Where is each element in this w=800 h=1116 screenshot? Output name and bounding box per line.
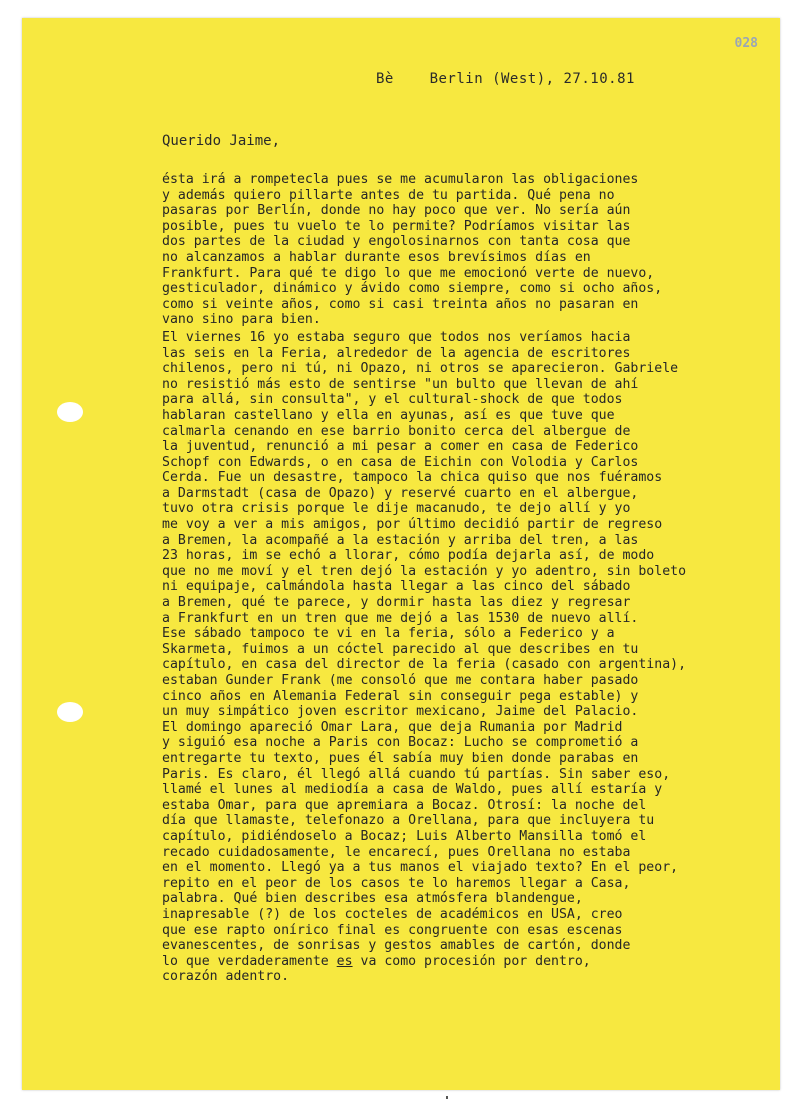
text-line: no alcanzamos a hablar durante esos brevísimos días en — [162, 249, 591, 265]
text-line: capítulo, pidiéndoselo a Bocaz; Luis Alberto Mansilla tomó el — [162, 828, 647, 844]
text-line: pasaras por Berlín, donde no hay poco que ver. No sería aún — [162, 203, 631, 219]
text-line: que no me moví y el tren dejó la estación y yo adentro, sin boleto — [162, 563, 687, 579]
punch-hole-top — [57, 402, 83, 422]
text-line: estaba Omar, para que apremiara a Bocaz. Otrosí: la noche del — [162, 797, 647, 813]
text-line: vano sino para bien. — [162, 312, 321, 328]
text-line: lo que verdaderamente es va como procesión por dentro, — [162, 953, 591, 969]
text-line: dos partes de la ciudad y engolosinarnos con tanta cosa que — [162, 234, 631, 250]
text-line: día que llamaste, telefonazo a Orellana, para que incluyera tu — [162, 813, 655, 829]
letter-page — [22, 18, 780, 1090]
text-line: me voy a ver a mis amigos, por último decidió partir de regreso — [162, 517, 663, 533]
text-line: chilenos, pero ni tú, ni Opazo, ni otros se aparecieron. Gabriele — [162, 361, 679, 377]
punch-hole-bottom — [57, 702, 83, 722]
text-line: hablaran castellano y ella en ayunas, así es que tuve que — [162, 407, 615, 423]
letter-paragraph — [162, 330, 782, 985]
text-line: repito en el peor de los casos te lo haremos llegar a Casa, — [162, 875, 631, 891]
text-line: estaban Gunder Frank (me consoló que me contara haber pasado — [162, 673, 639, 688]
text-line: gesticulador, dinámico y ávido como siempre, como si ocho años, — [162, 281, 663, 297]
text-line: El domingo apareció Omar Lara, que deja Rumania por Madrid — [162, 719, 623, 735]
text-line: evanescentes, de sonrisas y gestos amables de cartón, donde — [162, 938, 631, 954]
greeting: Querido Jaime, — [162, 133, 281, 149]
underlined-word: es — [336, 953, 353, 969]
text-line: recado cuidadosamente, le encarecí, pues Orellana no estaba — [162, 844, 631, 860]
text-line: capítulo, en casa del director de la feria (casado con argentina), — [162, 657, 687, 673]
text-line: El viernes 16 yo estaba seguro que todos nos veríamos hacia — [162, 329, 631, 345]
text-line: un muy simpático joven escritor mexicano, Jaime del Palacio. — [162, 704, 639, 720]
text-line: palabra. Qué bien describes esa atmósfera blandengue, — [162, 891, 583, 907]
page-number: 028 — [734, 36, 758, 51]
text-line: inapresable (?) de los cocteles de académicos en USA, creo — [162, 906, 623, 922]
letter-body — [162, 172, 782, 987]
text-line: la juventud, renunció a mi pesar a comer en casa de Federico — [162, 439, 639, 455]
text-line: Skarmeta, fuimos a un cóctel parecido al que describes en tu — [162, 641, 639, 657]
text-line: a Darmstadt (casa de Opazo) y reservé cuarto en el albergue, — [162, 485, 639, 501]
text-line: a Bremen, qué te parece, y dormir hasta las diez y regresar — [162, 595, 631, 611]
text-line: en el momento. Llegó ya a tus manos el viajado texto? En el peor, — [162, 860, 679, 876]
text-line: que ese rapto onírico final es congruente con esas escenas — [162, 922, 623, 938]
text-line: Cerda. Fue un desastre, tampoco la chica quiso que nos fuéramos — [162, 470, 663, 486]
text-line: ni equipaje, calmándola hasta llegar a las cinco del sábado — [162, 579, 631, 595]
text-line: Ese sábado tampoco te vi en la feria, sólo a Federico y a — [162, 626, 615, 642]
text-line: llamé el lunes al mediodía a casa de Waldo, pues allí estaría y — [162, 782, 663, 798]
text-line: Schopf con Edwards, o en casa de Eichin con Volodia y Carlos — [162, 454, 639, 470]
dateline: Bè Berlin (West), 27.10.81 — [376, 71, 635, 87]
text-line: como si veinte años, como si casi treinta años no pasaran en — [162, 296, 639, 312]
text-line: para allá, sin consulta", y el cultural-shock de que todos — [162, 392, 623, 408]
text-line: tuvo otra crisis porque le dije macanudo, te dejo allí y yo — [162, 501, 631, 517]
ink-mark — [446, 1096, 448, 1099]
text-line: Paris. Es claro, él llegó allá cuando tú partías. Sin saber eso, — [162, 766, 671, 782]
text-line: posible, pues tu vuelo te lo permite? Podríamos visitar las — [162, 218, 631, 234]
text-line: las seis en la Feria, alrededor de la agencia de escritores — [162, 345, 631, 361]
text-line: no resistió más esto de sentirse "un bulto que llevan de ahí — [162, 376, 639, 392]
text-line: Frankfurt. Para qué te digo lo que me emocionó verte de nuevo, — [162, 265, 655, 281]
text-line: a Bremen, la acompañé a la estación y arriba del tren, a las — [162, 532, 639, 548]
text-line: a Frankfurt en un tren que me dejó a las 1530 de nuevo allí. — [162, 610, 639, 626]
text-line: calmarla cenando en ese barrio bonito cerca del albergue de — [162, 423, 631, 439]
text-line: 23 horas, im se echó a llorar, cómo podía dejarla así, de modo — [162, 548, 655, 564]
text-line: cinco años en Alemania Federal sin conseguir pega estable) y — [162, 688, 639, 704]
text-line: y además quiero pillarte antes de tu partida. Qué pena no — [162, 187, 615, 203]
text-line: y siguió esa noche a Paris con Bocaz: Lucho se comprometió a — [162, 735, 639, 751]
text-line: entregarte tu texto, pues él sabía muy bien donde parabas en — [162, 750, 639, 766]
text-line: corazón adentro. — [162, 969, 290, 985]
text-line: ésta irá a rompetecla pues se me acumularon las obligaciones — [162, 172, 639, 187]
letter-paragraph — [162, 172, 782, 328]
